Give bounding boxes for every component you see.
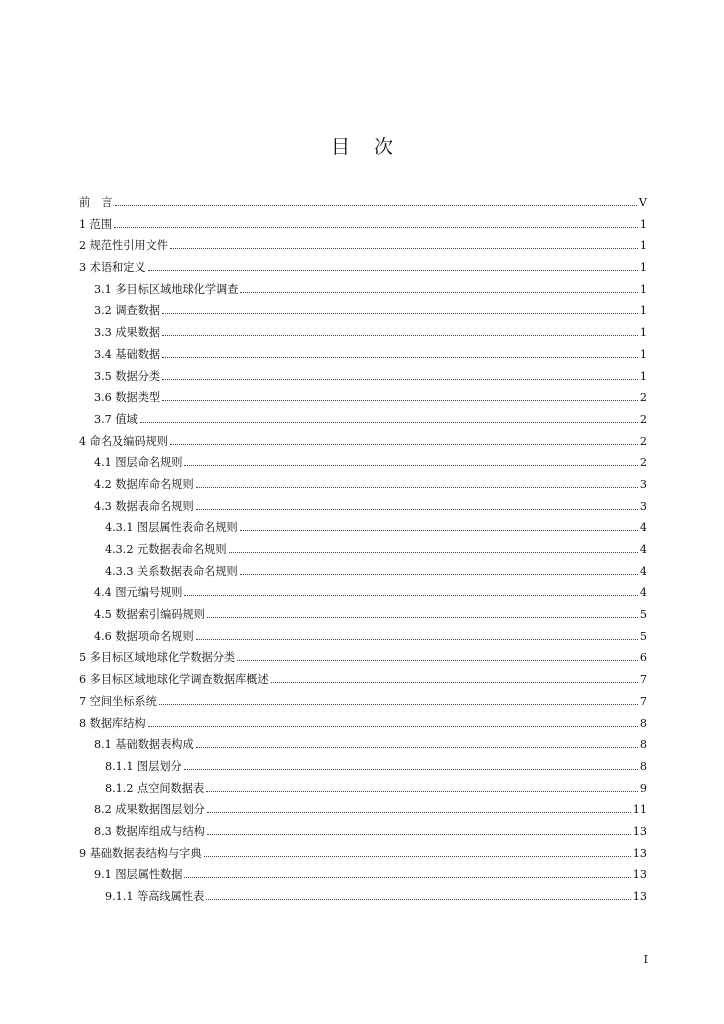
toc-leader-dots xyxy=(204,855,631,857)
toc-entry-page: 5 xyxy=(639,608,647,622)
toc-entry[interactable] xyxy=(79,823,647,845)
toc-leader-dots xyxy=(170,247,638,249)
toc-entry-page: 8 xyxy=(639,759,647,773)
toc-entry[interactable] xyxy=(79,563,647,585)
toc-entry[interactable] xyxy=(79,368,647,390)
toc-entry[interactable] xyxy=(79,237,647,259)
toc-entry[interactable] xyxy=(79,736,647,758)
toc-title-char-1: 目 xyxy=(330,136,350,158)
toc-entry[interactable] xyxy=(79,302,647,324)
toc-leader-dots xyxy=(114,226,638,228)
toc-entry-page: 2 xyxy=(639,456,647,470)
toc-entry-label: 3.1 多目标区域地球化学调查 xyxy=(94,282,239,296)
toc-entry[interactable] xyxy=(79,519,647,541)
toc-entry[interactable] xyxy=(79,628,647,650)
toc-entry-page: V xyxy=(638,196,647,209)
toc-entry-page: 3 xyxy=(639,477,647,491)
toc-entry[interactable] xyxy=(79,866,647,888)
toc-leader-dots xyxy=(159,703,638,705)
toc-entry[interactable] xyxy=(79,649,647,671)
toc-entry-label: 1 范围 xyxy=(79,217,113,231)
toc-entry-label: 3.6 数据类型 xyxy=(94,391,161,405)
toc-leader-dots xyxy=(162,334,638,336)
toc-entry[interactable] xyxy=(79,281,647,303)
toc-entry-label: 4.3.3 关系数据表命名规则 xyxy=(105,564,238,578)
toc-leader-dots xyxy=(206,898,631,900)
toc-entry-page: 5 xyxy=(639,629,647,643)
toc-entry-label: 8.1.2 点空间数据表 xyxy=(105,781,205,795)
toc-entry-page: 1 xyxy=(639,261,647,275)
page-number: I xyxy=(643,953,648,966)
toc-title-char-2: 次 xyxy=(374,136,394,158)
toc-entry-label: 4.1 图层命名规则 xyxy=(94,456,183,470)
toc-entry-label: 3.7 值域 xyxy=(94,412,138,426)
toc-leader-dots xyxy=(170,443,638,445)
toc-entry[interactable] xyxy=(79,888,647,910)
toc-leader-dots xyxy=(148,725,638,727)
toc-entry-label: 8.1.1 图层划分 xyxy=(105,759,182,773)
toc-entry[interactable] xyxy=(79,671,647,693)
toc-entry[interactable] xyxy=(79,758,647,780)
toc-entry-label: 8 数据库结构 xyxy=(79,716,146,730)
toc-entry-label: 4.5 数据索引编码规则 xyxy=(94,608,205,622)
toc-leader-dots xyxy=(162,312,638,314)
toc-leader-dots xyxy=(196,508,638,510)
toc-entry-label: 7 空间坐标系统 xyxy=(79,694,157,708)
toc-leader-dots xyxy=(162,399,638,401)
toc-leader-dots xyxy=(162,378,638,380)
toc-entry[interactable] xyxy=(79,433,647,455)
toc-entry-label: 6 多目标区域地球化学调查数据库概述 xyxy=(79,673,269,687)
toc-entry-page: 9 xyxy=(639,781,647,795)
toc-entry[interactable] xyxy=(79,194,647,216)
toc-entry-label: 4.2 数据库命名规则 xyxy=(94,477,194,491)
toc-entry-page: 1 xyxy=(639,326,647,340)
toc-entry-page: 4 xyxy=(639,543,647,556)
toc-leader-dots xyxy=(196,638,638,640)
table-of-contents xyxy=(79,194,647,910)
toc-entry-page: 1 xyxy=(639,282,647,296)
toc-leader-dots xyxy=(184,876,630,878)
toc-entry-label: 4.3.1 图层属性表命名规则 xyxy=(105,521,238,535)
toc-entry-label: 8.3 数据库组成与结构 xyxy=(94,824,205,838)
toc-leader-dots xyxy=(229,551,638,553)
toc-entry[interactable] xyxy=(79,606,647,628)
toc-entry[interactable] xyxy=(79,324,647,346)
toc-leader-dots xyxy=(196,746,638,748)
toc-entry-page: 4 xyxy=(639,586,647,600)
toc-entry-label: 9 基础数据表结构与字典 xyxy=(79,846,202,860)
toc-entry[interactable] xyxy=(79,476,647,498)
toc-leader-dots xyxy=(240,529,638,531)
toc-entry-label: 4.4 图元编号规则 xyxy=(94,586,183,600)
toc-leader-dots xyxy=(184,768,638,770)
toc-entry-label: 前 言 xyxy=(79,196,113,209)
toc-entry[interactable] xyxy=(79,411,647,433)
toc-entry-page: 1 xyxy=(639,369,647,383)
toc-leader-dots xyxy=(207,833,631,835)
toc-entry-label: 3.5 数据分类 xyxy=(94,369,161,383)
toc-entry[interactable] xyxy=(79,584,647,606)
toc-entry-label: 5 多目标区域地球化学数据分类 xyxy=(79,651,236,665)
toc-entry-label: 3.3 成果数据 xyxy=(94,326,161,340)
toc-entry[interactable] xyxy=(79,845,647,867)
toc-entry-page: 11 xyxy=(632,803,647,817)
toc-entry-label: 3.2 调查数据 xyxy=(94,304,161,318)
toc-entry[interactable] xyxy=(79,780,647,802)
toc-entry-label: 4 命名及编码规则 xyxy=(79,434,168,448)
toc-entry-page: 4 xyxy=(639,521,647,535)
toc-entry[interactable] xyxy=(79,216,647,238)
toc-leader-dots xyxy=(206,790,638,792)
toc-leader-dots xyxy=(184,464,637,466)
toc-leader-dots xyxy=(148,269,638,271)
toc-title xyxy=(0,132,724,159)
toc-entry-page: 13 xyxy=(632,890,647,903)
toc-entry-label: 8.1 基础数据表构成 xyxy=(94,738,194,752)
toc-entry-label: 3.4 基础数据 xyxy=(94,347,161,361)
toc-leader-dots xyxy=(162,356,638,358)
toc-entry[interactable] xyxy=(79,801,647,823)
toc-entry-page: 13 xyxy=(632,824,647,838)
toc-entry-page: 8 xyxy=(639,716,647,730)
toc-entry-page: 8 xyxy=(639,738,647,752)
toc-entry-label: 4.3 数据表命名规则 xyxy=(94,499,194,513)
toc-entry-label: 4.6 数据项命名规则 xyxy=(94,629,194,643)
toc-leader-dots xyxy=(237,659,638,661)
toc-entry-page: 1 xyxy=(639,347,647,361)
toc-entry-label: 8.2 成果数据图层划分 xyxy=(94,803,205,817)
toc-leader-dots xyxy=(240,291,637,293)
toc-entry[interactable] xyxy=(79,693,647,715)
toc-entry-page: 1 xyxy=(639,217,647,231)
toc-leader-dots xyxy=(207,616,638,618)
toc-entry-page: 4 xyxy=(639,564,647,578)
toc-leader-dots xyxy=(184,594,637,596)
toc-entry[interactable] xyxy=(79,541,647,563)
toc-entry-label: 4.3.2 元数据表命名规则 xyxy=(105,543,227,556)
toc-leader-dots xyxy=(140,421,638,423)
toc-entry[interactable] xyxy=(79,389,647,411)
toc-entry-page: 2 xyxy=(639,434,647,448)
toc-entry-page: 3 xyxy=(639,499,647,513)
toc-entry-page: 2 xyxy=(639,391,647,405)
toc-leader-dots xyxy=(240,573,638,575)
toc-entry-page: 1 xyxy=(639,304,647,318)
toc-entry-label: 3 术语和定义 xyxy=(79,261,146,275)
toc-entry-page: 1 xyxy=(639,239,647,253)
toc-leader-dots xyxy=(207,811,631,813)
toc-entry-page: 7 xyxy=(639,673,647,687)
toc-entry-label: 9.1 图层属性数据 xyxy=(94,868,183,882)
toc-leader-dots xyxy=(271,681,638,683)
toc-leader-dots xyxy=(115,204,637,206)
toc-entry-label: 9.1.1 等高线属性表 xyxy=(105,890,205,903)
toc-entry[interactable] xyxy=(79,454,647,476)
toc-entry-label: 2 规范性引用文件 xyxy=(79,239,168,253)
toc-entry[interactable] xyxy=(79,259,647,281)
toc-entry[interactable] xyxy=(79,715,647,737)
toc-entry-page: 13 xyxy=(632,868,647,882)
toc-entry-page: 7 xyxy=(639,694,647,708)
toc-entry-page: 6 xyxy=(639,651,647,665)
toc-entry[interactable] xyxy=(79,498,647,520)
toc-entry[interactable] xyxy=(79,346,647,368)
toc-entry-page: 13 xyxy=(632,846,647,860)
toc-entry-page: 2 xyxy=(639,412,647,426)
toc-leader-dots xyxy=(196,486,638,488)
